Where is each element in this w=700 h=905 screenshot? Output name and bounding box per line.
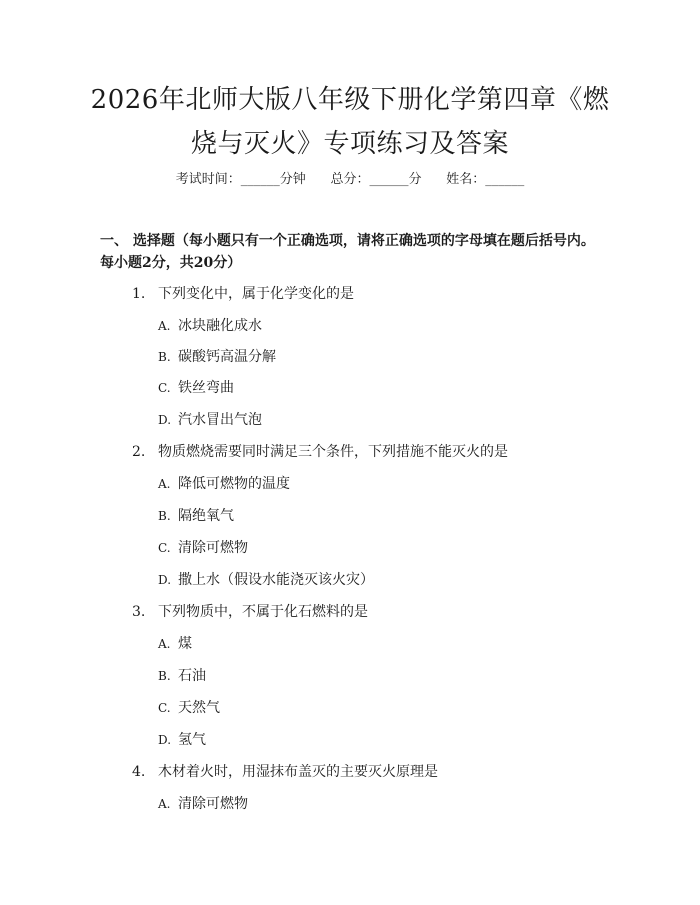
question-2-option-a: [158, 473, 290, 493]
option-text: 隔绝氧气: [178, 508, 234, 524]
option-label: A.: [158, 319, 171, 333]
section-header: [100, 230, 620, 274]
question-4: [132, 761, 438, 781]
option-label: D.: [158, 573, 172, 587]
option-text: 煤: [178, 636, 192, 652]
question-1-option-a: [158, 315, 262, 335]
question-3-option-a: [158, 633, 192, 653]
question-number: 2.: [132, 444, 146, 460]
option-label: A.: [158, 637, 171, 651]
question-2-option-c: [158, 537, 248, 557]
option-label: C.: [158, 701, 171, 715]
question-2: [132, 441, 508, 461]
option-label: D.: [158, 413, 172, 427]
title-line-2: 烧与灭火》专项练习及答案: [190, 129, 509, 159]
option-label: B.: [158, 350, 171, 364]
option-label: B.: [158, 509, 171, 523]
option-label: A.: [158, 797, 171, 811]
question-text: 下列物质中，不属于化石燃料的是: [158, 604, 368, 620]
option-text: 铁丝弯曲: [178, 380, 234, 396]
question-number: 3.: [132, 604, 146, 620]
option-label: C.: [158, 381, 171, 395]
question-1-option-c: [158, 377, 234, 397]
question-2-option-b: [158, 505, 234, 525]
option-text: 天然气: [178, 700, 220, 716]
question-1-option-d: [158, 409, 262, 429]
document-title: [70, 78, 630, 166]
option-label: A.: [158, 477, 171, 491]
title-line-1: 2026年北师大版八年级下册化学第四章《燃: [90, 85, 610, 115]
option-text: 冰块融化成水: [178, 318, 262, 334]
section-header-line-2: 每小题2分，共20分）: [100, 255, 242, 271]
question-text: 木材着火时，用湿抹布盖灭的主要灭火原理是: [158, 764, 438, 780]
option-text: 汽水冒出气泡: [178, 412, 262, 428]
section-header-line-1: 一、 选择题（每小题只有一个正确选项，请将正确选项的字母填在题后括号内。: [100, 233, 595, 249]
question-number: 1.: [132, 286, 146, 302]
option-text: 碳酸钙高温分解: [178, 349, 276, 365]
question-1: [132, 283, 354, 303]
question-3-option-c: [158, 697, 220, 717]
option-text: 清除可燃物: [178, 796, 248, 812]
question-number: 4.: [132, 764, 146, 780]
exam-info: 考试时间：______分钟 总分：______分 姓名：______: [175, 172, 525, 187]
question-4-option-a: [158, 793, 248, 813]
question-3-option-b: [158, 665, 206, 685]
question-2-option-d: [158, 569, 374, 589]
question-3: [132, 601, 368, 621]
option-text: 氢气: [178, 732, 206, 748]
option-text: 降低可燃物的温度: [178, 476, 290, 492]
option-label: B.: [158, 669, 171, 683]
option-text: 撒上水（假设水能浇灭该火灾）: [178, 572, 374, 588]
question-1-option-b: [158, 346, 276, 366]
option-label: D.: [158, 733, 172, 747]
option-text: 石油: [178, 668, 206, 684]
question-3-option-d: [158, 729, 206, 749]
option-text: 清除可燃物: [178, 540, 248, 556]
question-text: 物质燃烧需要同时满足三个条件，下列措施不能灭火的是: [158, 444, 508, 460]
option-label: C.: [158, 541, 171, 555]
question-text: 下列变化中，属于化学变化的是: [158, 286, 354, 302]
